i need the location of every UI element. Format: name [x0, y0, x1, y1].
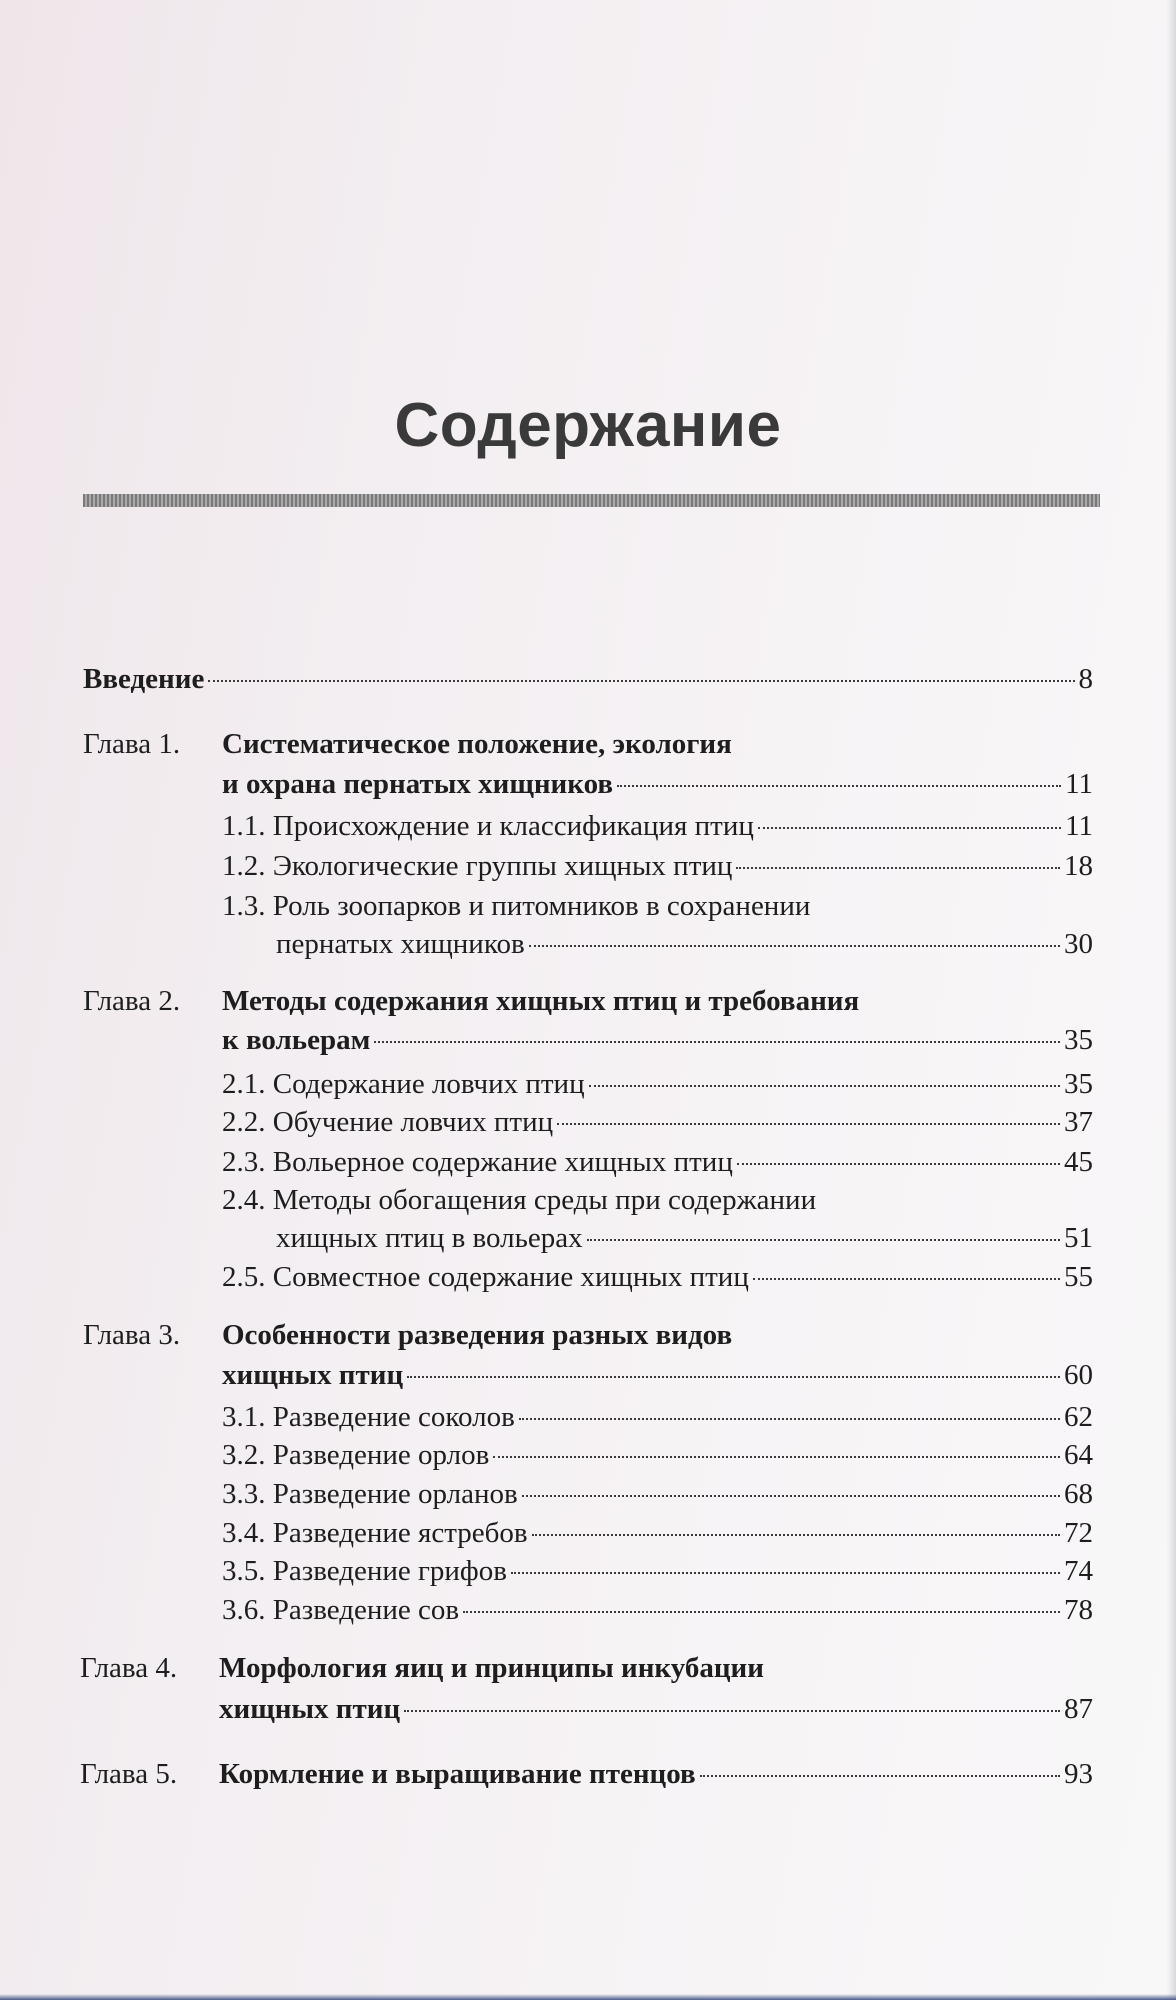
- toc-page-number: 93: [1064, 1758, 1093, 1790]
- dot-leader: [737, 1162, 1060, 1165]
- toc-entry-label: Введение: [83, 663, 205, 695]
- title-divider: [83, 494, 1100, 507]
- dot-leader: [617, 784, 1061, 787]
- dot-leader: [511, 1571, 1060, 1574]
- toc-page-number: 51: [1064, 1222, 1093, 1254]
- chapter-3-number: Глава 3.: [83, 1319, 181, 1351]
- chapter-4-title-line2: хищных птиц: [219, 1693, 401, 1725]
- chapter-1-number: Глава 1.: [83, 728, 181, 760]
- toc-entry-label: 3.4. Разведение ястребов: [222, 1517, 528, 1549]
- toc-page-number: 60: [1064, 1359, 1093, 1391]
- toc-entry-label: 2.5. Совместное содержание хищных птиц: [222, 1261, 749, 1293]
- dot-leader: [404, 1709, 1060, 1712]
- toc-entry-2-4[interactable]: [276, 1220, 1093, 1256]
- toc-entry-3-4[interactable]: [222, 1515, 1093, 1551]
- toc-page-number: 35: [1064, 1024, 1093, 1056]
- dot-leader: [493, 1455, 1060, 1458]
- chapter-2-title-line2: к вольерам: [222, 1024, 371, 1056]
- toc-page-number: 8: [1078, 663, 1093, 695]
- dot-leader: [557, 1122, 1060, 1125]
- chapter-5-number: Глава 5.: [80, 1758, 178, 1790]
- chapter-2-number: Глава 2.: [83, 985, 181, 1017]
- toc-page-number: 64: [1064, 1439, 1093, 1471]
- dot-leader: [208, 679, 1074, 682]
- page-edge-shadow: [1166, 0, 1176, 2000]
- toc-entry-label: 3.3. Разведение орланов: [222, 1478, 518, 1510]
- toc-entry-label: пернатых хищников: [276, 928, 525, 960]
- toc-entry-label: 1.2. Экологические группы хищных птиц: [222, 850, 733, 882]
- toc-entry-2-5[interactable]: [222, 1259, 1093, 1295]
- toc-entry-2-2[interactable]: [222, 1104, 1093, 1140]
- toc-page-number: 37: [1064, 1106, 1093, 1138]
- toc-entry-chapter-5[interactable]: [80, 1756, 1093, 1792]
- toc-page-number: 11: [1065, 768, 1093, 800]
- toc-page-number: 45: [1064, 1146, 1093, 1178]
- toc-entry-3-6[interactable]: [222, 1592, 1093, 1628]
- chapter-4-title-line1: Морфология яиц и принципы инкубации: [219, 1652, 764, 1684]
- toc-page-number: 35: [1064, 1068, 1093, 1100]
- toc-page-number: 30: [1064, 928, 1093, 960]
- chapter-5-title: Кормление и выращивание птенцов: [219, 1758, 696, 1790]
- toc-entry-1-3-line1: 1.3. Роль зоопарков и питомников в сохранении: [222, 890, 811, 922]
- toc-entry-1-2[interactable]: [222, 848, 1093, 884]
- chapter-2-title-line1: Методы содержания хищных птиц и требования: [222, 985, 860, 1017]
- toc-page-number: 78: [1064, 1594, 1093, 1626]
- toc-page-number: 11: [1065, 810, 1093, 842]
- toc-entry-chapter-2[interactable]: [222, 1022, 1093, 1058]
- chapter-3-title-line1: Особенности разведения разных видов: [222, 1319, 733, 1351]
- dot-leader: [587, 1238, 1060, 1241]
- toc-entry-intro[interactable]: [83, 661, 1093, 697]
- dot-leader: [463, 1610, 1060, 1613]
- toc-entry-label: 3.1. Разведение соколов: [222, 1401, 515, 1433]
- toc-entry-2-4-line1: 2.4. Методы обогащения среды при содержании: [222, 1184, 817, 1216]
- chapter-1-title-line1: Систематическое положение, экология: [222, 728, 732, 760]
- toc-page-number: 62: [1064, 1401, 1093, 1433]
- toc-page-number: 74: [1064, 1555, 1093, 1587]
- toc-entry-label: 2.3. Вольерное содержание хищных птиц: [222, 1146, 733, 1178]
- dot-leader: [589, 1084, 1060, 1087]
- dot-leader: [758, 826, 1061, 829]
- dot-leader: [736, 866, 1060, 869]
- toc-page-number: 72: [1064, 1517, 1093, 1549]
- chapter-1-title-line2: и охрана пернатых хищников: [222, 768, 614, 800]
- toc-entry-label: 2.1. Содержание ловчих птиц: [222, 1068, 585, 1100]
- toc-entry-3-3[interactable]: [222, 1476, 1093, 1512]
- dot-leader: [407, 1375, 1060, 1378]
- toc-entry-chapter-1[interactable]: [222, 766, 1093, 802]
- dot-leader: [700, 1774, 1060, 1777]
- toc-entry-label: 2.2. Обучение ловчих птиц: [222, 1106, 554, 1138]
- toc-entry-2-3[interactable]: [222, 1144, 1093, 1180]
- dot-leader: [522, 1494, 1060, 1497]
- toc-entry-label: 1.1. Происхождение и классификация птиц: [222, 810, 754, 842]
- chapter-3-title-line2: хищных птиц: [222, 1359, 404, 1391]
- toc-entry-1-1[interactable]: [222, 808, 1093, 844]
- toc-entry-3-1[interactable]: [222, 1399, 1093, 1435]
- toc-entry-1-3[interactable]: [276, 926, 1093, 962]
- toc-page-number: 68: [1064, 1478, 1093, 1510]
- dot-leader: [529, 944, 1060, 947]
- dot-leader: [532, 1533, 1060, 1536]
- toc-entry-chapter-3[interactable]: [222, 1357, 1093, 1393]
- toc-entry-3-5[interactable]: [222, 1553, 1093, 1589]
- toc-entry-label: 3.5. Разведение грифов: [222, 1555, 507, 1587]
- toc-page-number: 18: [1064, 850, 1093, 882]
- toc-page-number: 87: [1064, 1693, 1093, 1725]
- toc-page-number: 55: [1064, 1261, 1093, 1293]
- page-bottom-edge: [0, 1994, 1176, 2000]
- dot-leader: [519, 1417, 1060, 1420]
- dot-leader: [753, 1277, 1060, 1280]
- toc-entry-label: 3.6. Разведение сов: [222, 1594, 460, 1626]
- toc-entry-chapter-4[interactable]: [219, 1691, 1093, 1727]
- toc-entry-label: 3.2. Разведение орлов: [222, 1439, 490, 1471]
- toc-entry-label: хищных птиц в вольерах: [276, 1222, 583, 1254]
- toc-entry-3-2[interactable]: [222, 1437, 1093, 1473]
- toc-entry-2-1[interactable]: [222, 1066, 1093, 1102]
- chapter-4-number: Глава 4.: [80, 1652, 178, 1684]
- dot-leader: [374, 1040, 1060, 1043]
- page-title: Содержание: [394, 391, 782, 460]
